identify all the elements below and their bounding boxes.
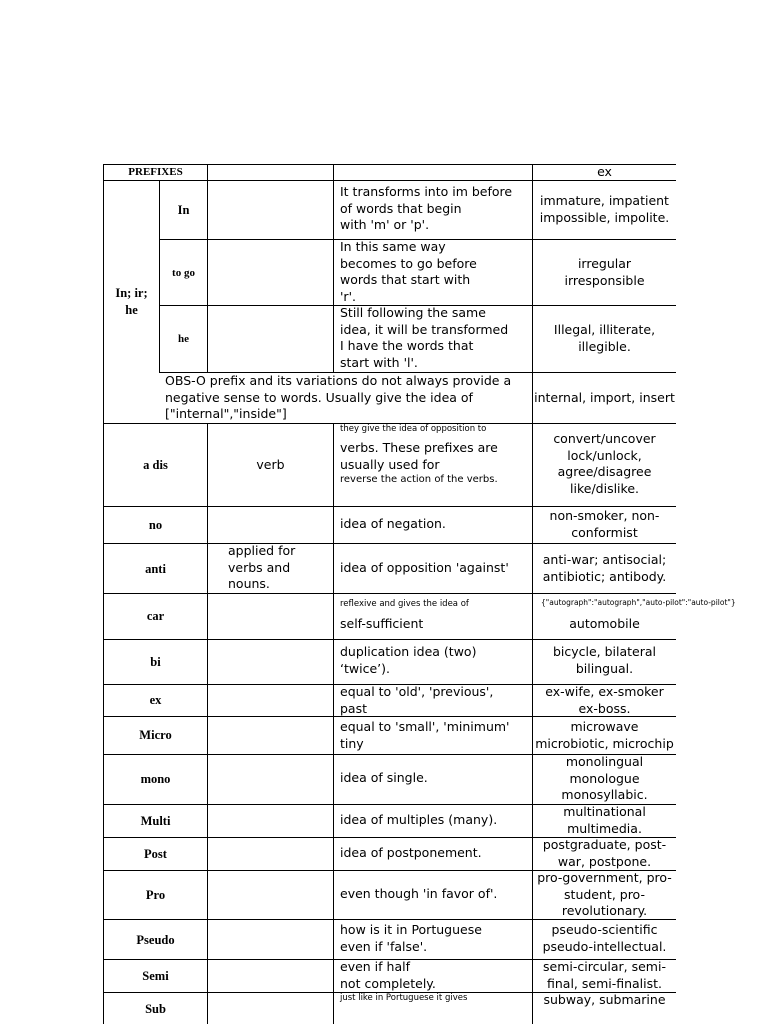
ex-a-dis: convert/uncover lock/unlock, agree/disagree like/dislike. <box>553 431 656 496</box>
ex-anti: anti-war; antisocial; antibiotic; antibody. <box>542 552 667 584</box>
desc-sub-small: just like in Portuguese it gives <box>340 993 468 1003</box>
prefix-post: Post <box>144 847 167 861</box>
desc-micro: equal to 'small', 'minimum' tiny <box>340 719 510 751</box>
ex-to-go: irregular irresponsible <box>564 256 645 288</box>
prefix-semi: Semi <box>142 969 169 983</box>
desc-mono: idea of single. <box>340 770 428 785</box>
prefix-multi: Multi <box>140 814 171 828</box>
prefix-a-dis: a dis <box>143 458 168 472</box>
ex-bi: bicycle, bilateral bilingual. <box>552 644 657 676</box>
desc-a-dis: verbs. These prefixes are usually used for <box>340 440 498 472</box>
header-prefixes: PREFIXES <box>128 166 183 178</box>
ex-car-small: {"autograph":"autograph","auto-pilot":"auto-pilot"} <box>541 598 736 607</box>
obs-note: OBS-O prefix and its variations do not always provide a negative sense to words. Usually give the idea of ["internal","inside"] <box>165 373 512 421</box>
prefix-pseudo: Pseudo <box>136 933 175 947</box>
ex-obs: internal, import, insert <box>534 390 675 405</box>
prefix-in-ir-he: In; ir; he <box>115 286 148 317</box>
prefix-micro: Micro <box>139 728 172 742</box>
desc-no: idea of negation. <box>340 516 446 531</box>
prefix-sub: Sub <box>145 1002 166 1016</box>
desc-in: It transforms into im before of words that begin with 'm' or 'p'. <box>340 184 513 232</box>
desc-bi: duplication idea (two) ‘twice’). <box>340 644 477 676</box>
desc-car-small: reflexive and gives the idea of <box>340 599 469 609</box>
prefix-no: no <box>148 518 163 532</box>
ex-ex: ex-wife, ex-smoker ex-boss. <box>545 684 664 716</box>
ex-post: postgraduate, post- war, postpone. <box>542 837 667 869</box>
header-ex: ex <box>597 164 612 179</box>
sub-prefix-in: In <box>177 203 190 217</box>
prefix-mono: mono <box>140 772 171 786</box>
ex-semi: semi-circular, semi- final, semi-finalist. <box>543 959 666 991</box>
desc-semi: even if half not completely. <box>340 959 436 991</box>
desc-multi: idea of multiples (many). <box>340 812 498 827</box>
ex-sub: subway, submarine <box>543 992 666 1007</box>
ex-in: immature, impatient impossible, impolite. <box>539 193 670 225</box>
ex-he: Illegal, illiterate, illegible. <box>553 322 656 354</box>
desc-a-dis-small: they give the idea of opposition to <box>340 424 487 434</box>
desc-he: Still following the same idea, it will be transformed I have the words that start with 'l'. <box>340 305 509 370</box>
ex-no: non-smoker, non- conformist <box>549 508 660 540</box>
prefix-pro: Pro <box>145 888 166 902</box>
ex-micro: microwave microbiotic, microchip <box>535 719 674 751</box>
prefix-car: car <box>146 609 165 623</box>
applies-a-dis: verb <box>256 457 285 472</box>
ex-pro: pro-government, pro- student, pro- revolutionary. <box>537 870 672 918</box>
desc-pseudo: how is it in Portuguese even if 'false'. <box>340 922 482 954</box>
ex-pseudo: pseudo-scientific pseudo-intellectual. <box>542 922 667 954</box>
desc-anti: idea of opposition 'against' <box>340 560 509 575</box>
prefix-anti: anti <box>145 562 166 576</box>
desc-pro: even though 'in favor of'. <box>340 886 498 901</box>
sub-prefix-to-go: to go <box>172 267 195 279</box>
prefix-ex: ex <box>149 693 162 707</box>
desc-a-dis-small2: reverse the action of the verbs. <box>340 474 498 485</box>
ex-car: automobile <box>569 616 640 631</box>
desc-to-go: In this same way becomes to go before words that start with 'r'. <box>340 239 477 304</box>
ex-multi: multinational multimedia. <box>563 804 646 836</box>
applies-anti: applied for verbs and nouns. <box>228 543 296 591</box>
ex-mono: monolingual monologue monosyllabic. <box>561 754 648 802</box>
sub-prefix-he: he <box>178 333 189 345</box>
desc-post: idea of postponement. <box>340 845 482 860</box>
desc-car: self-sufficient <box>340 616 424 631</box>
prefix-bi: bi <box>150 655 161 669</box>
desc-ex: equal to 'old', 'previous', past <box>340 684 494 716</box>
